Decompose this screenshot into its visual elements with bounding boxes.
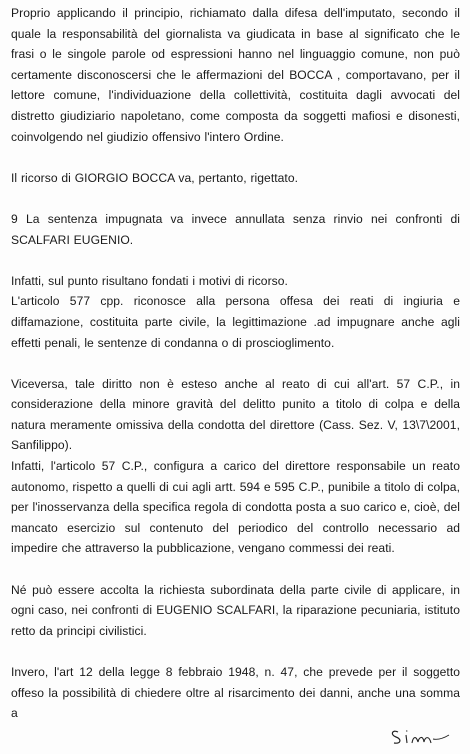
paragraph-articolo-577: L'articolo 577 cpp. riconosce alla persona offesa dei reati di ingiuria e diffamazione, costituita parte civile, la legittimazione .ad impugnare anche agli effetti penali, le sentenze di condanna o di proscioglimento. [11,294,460,350]
paragraph-articolo-57: Infatti, l'articolo 57 C.P., configura a carico del direttore responsabile un reato autonomo, rispetto a quelli di cui agli artt. 594 e 595 C.P., punibile a titolo di colpa, per l'inosservanza della specifica regola di condotta posta a suo carico e, cioè, del mancato esercizio sul contenuto del periodico del controllo necessario ad impedire che attraverso la pubblicazione, vengano commessi dei reati. [11,459,460,556]
paragraph-viceversa: Viceversa, tale diritto non è esteso anche al reato di cui all'art. 57 C.P., in considerazione della minore gravità del delitto punito a titolo di colpa e della natura meramente omissiva della condotta del direttore (Cass. Sez. V, 13\7\2001, Sanfilippo). [11,376,460,453]
paragraph-gap [11,641,460,662]
paragraph-gap [11,147,460,168]
paragraph-gap [11,188,460,209]
paragraph-section-9: 9 La sentenza impugnata va invece annullata senza rinvio nei confronti di SCALFARI EUGENIO. [11,211,460,247]
handwritten-signature [388,722,452,748]
paragraph-invero: Invero, l'art 12 della legge 8 febbraio 1948, n. 47, che prevede per il soggetto offeso la possibilità di chiedere oltre al risarcimento dei danni, anche una somma a [11,665,460,721]
paragraph-gap [11,250,460,271]
paragraph-richiesta-subordinata: Né può essere accolta la richiesta subordinata della parte civile di applicare, in ogni caso, nei confronti di EUGENIO SCALFARI, la riparazione pecuniaria, istituto retto da principi civilistici. [11,582,460,638]
paragraph-ricorso-rigettato: Il ricorso di GIORGIO BOCCA va, pertanto, rigettato. [11,170,299,185]
paragraph-gap [11,353,460,374]
paragraph-motivi-fondati: Infatti, sul punto risultano fondati i motivi di ricorso. [11,273,288,288]
document-body [11,3,460,724]
paragraph-bocca-responsibility: Proprio applicando il principio, richiamato dalla difesa dell'imputato, secondo il quale la responsabilità del giornalista va giudicata in base al significato che le frasi o le singole parole od espressioni hanno nel linguaggio comune, non può certamente disconoscersi che le affermazioni del BOCCA , comportavano, per il lettore comune, l'individuazione della collettività, costituita dagli avvocati del distretto giudiziario napoletano, come composta da soggetti mafiosi e disonesti, coinvolgendo nel giudizio offensivo l'intero Ordine. [11,6,460,144]
paragraph-gap [11,559,460,580]
